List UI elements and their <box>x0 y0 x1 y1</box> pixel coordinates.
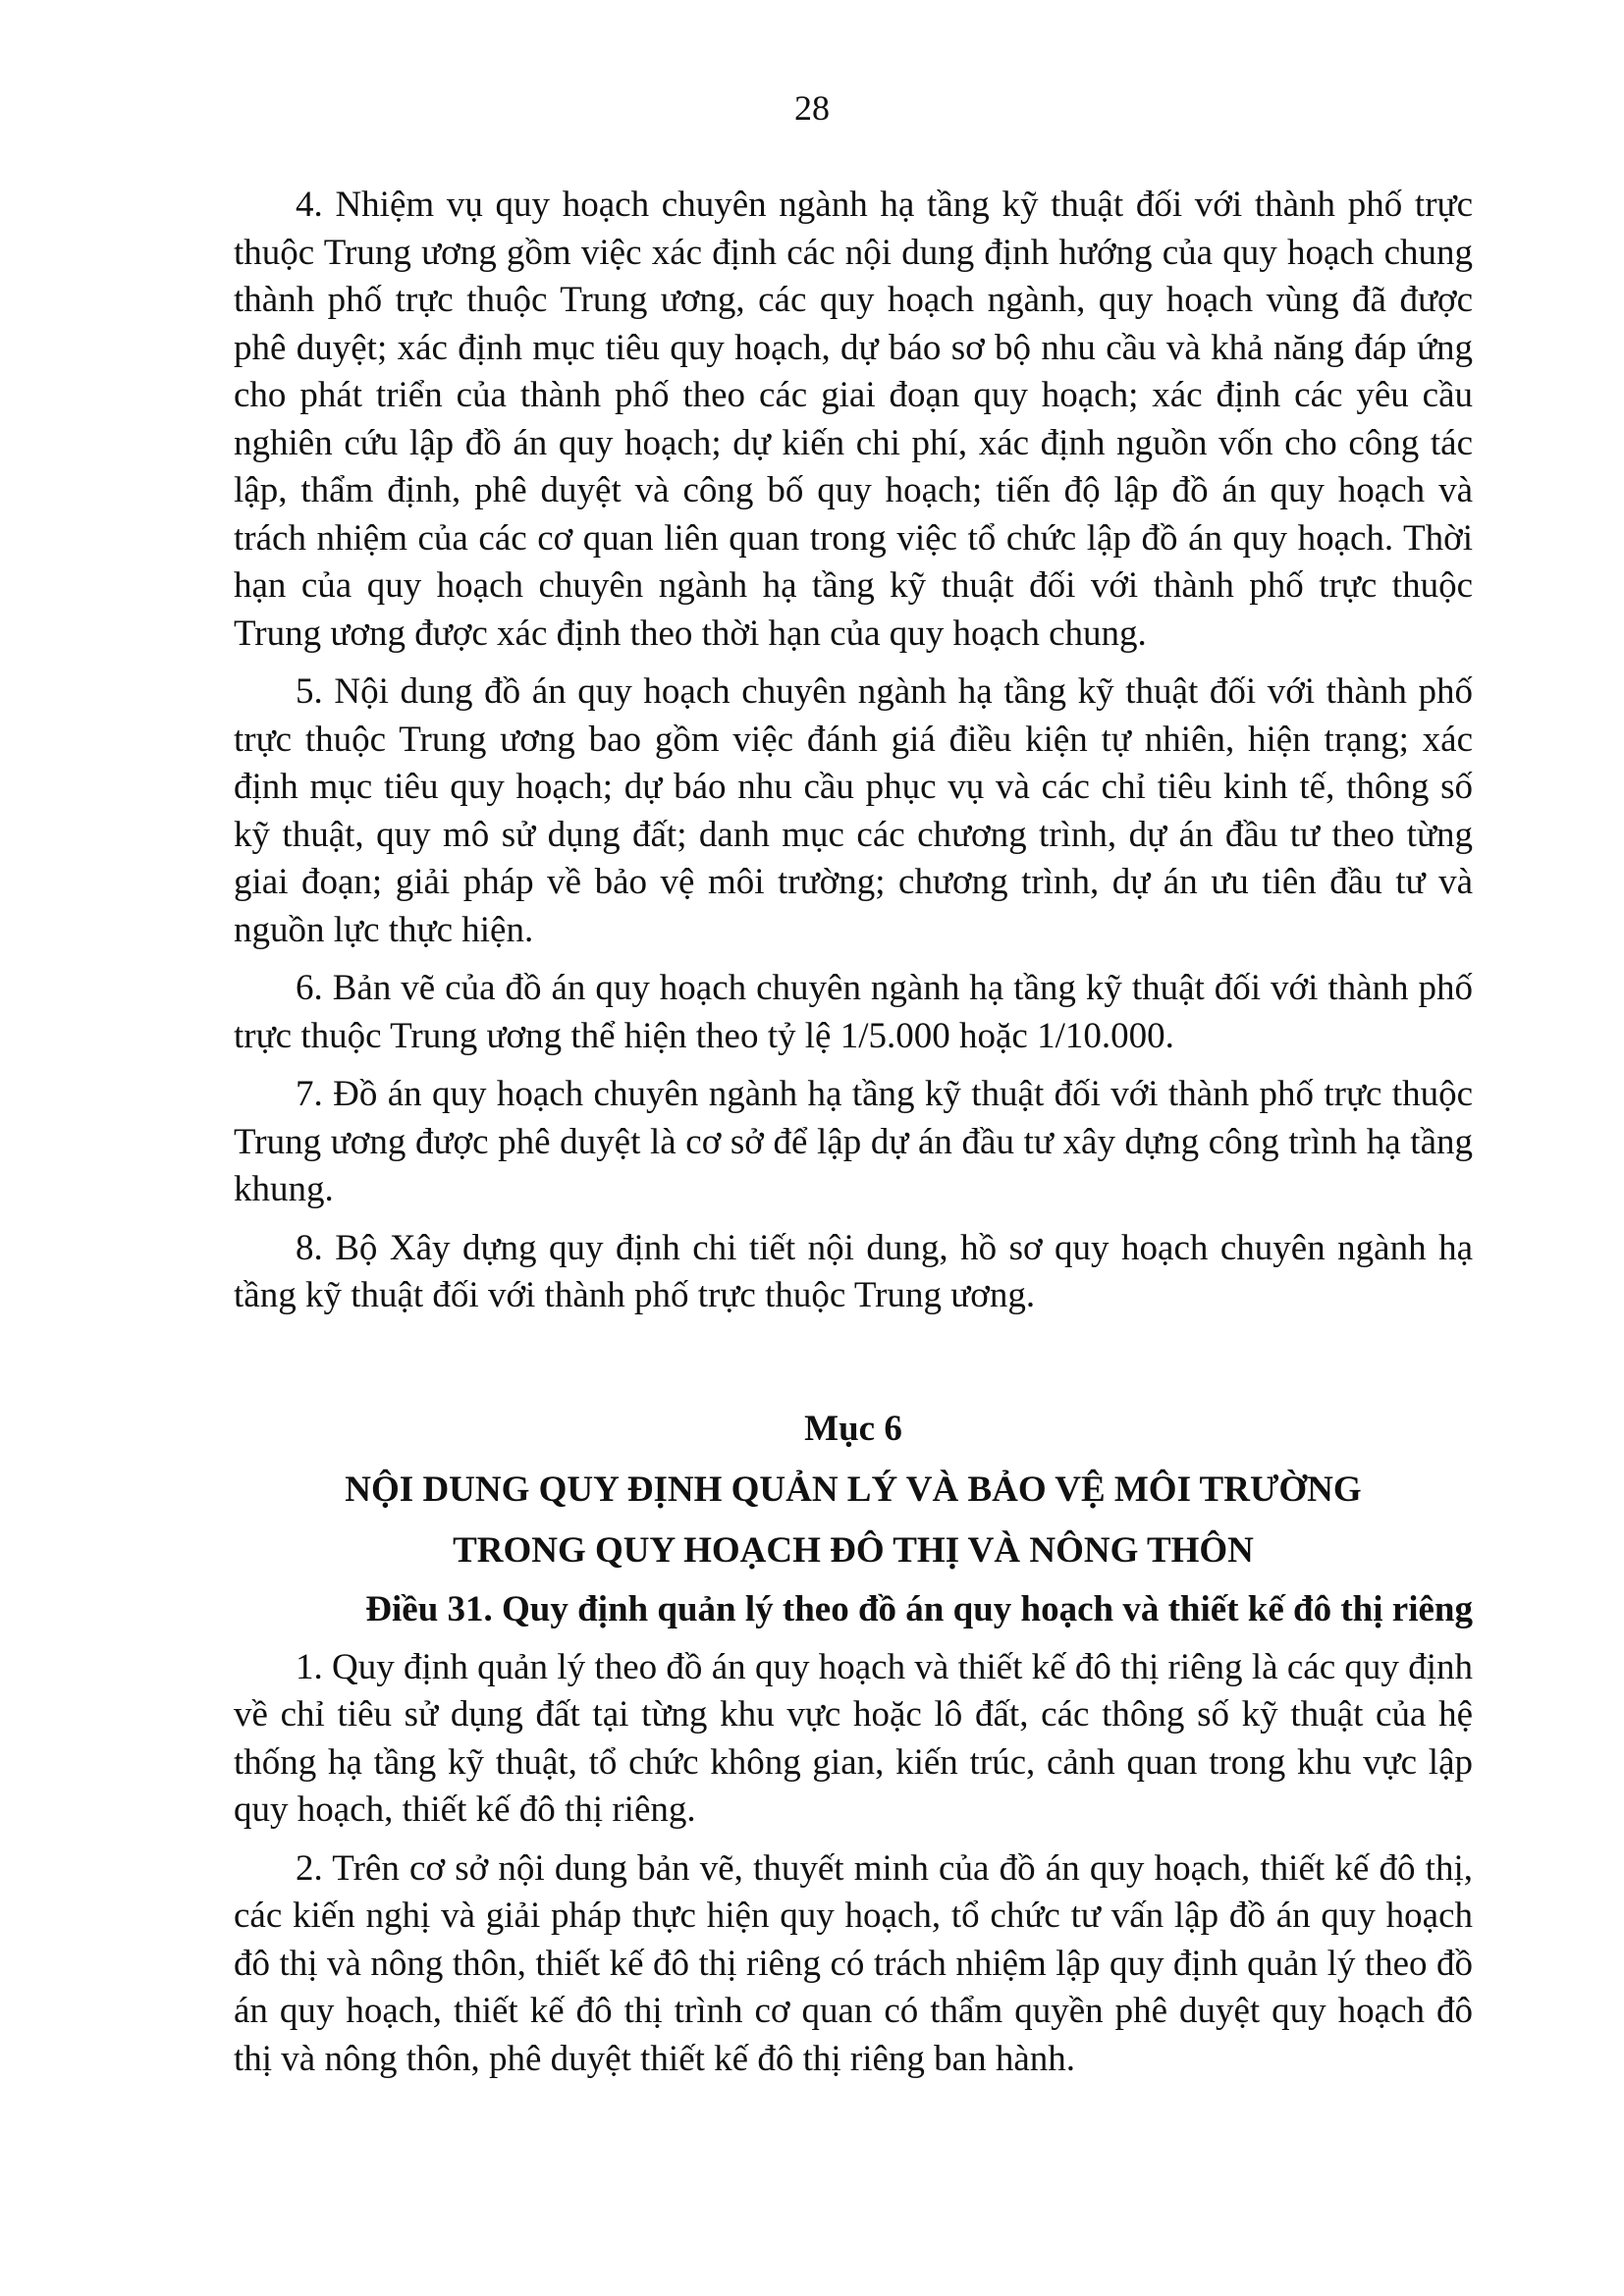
article-heading: Điều 31. Quy định quản lý theo đồ án quy hoạch và thiết kế đô thị riêng <box>365 1588 1473 1629</box>
document-body <box>234 182 1473 2094</box>
paragraph-item-5: 5. Nội dung đồ án quy hoạch chuyên ngành hạ tầng kỹ thuật đối với thành phố trực thuộc Trung ương bao gồm việc đánh giá điều kiện tự nhiên, hiện trạng; xác định mục tiêu quy hoạch; dự báo nhu cầu phục vụ và các chỉ tiêu kinh tế, thông số kỹ thuật, quy mô sử dụng đất; danh mục các chương trình, dự án đầu tư theo từng giai đoạn; giải pháp về bảo vệ môi trường; chương trình, dự án ưu tiên đầu tư và nguồn lực thực hiện. <box>234 671 1473 950</box>
article-paragraph-1: 1. Quy định quản lý theo đồ án quy hoạch và thiết kế đô thị riêng là các quy định về chỉ tiêu sử dụng đất tại từng khu vực hoặc lô đất, các thông số kỹ thuật của hệ thống hạ tầng kỹ thuật, tổ chức không gian, kiến trúc, cảnh quan trong khu vực lập quy hoạch, thiết kế đô thị riêng. <box>234 1646 1473 1830</box>
paragraph-item-7: 7. Đồ án quy hoạch chuyên ngành hạ tầng kỹ thuật đối với thành phố trực thuộc Trung ương được phê duyệt là cơ sở để lập dự án đầu tư xây dựng công trình hạ tầng khung. <box>234 1074 1473 1209</box>
paragraph-item-8: 8. Bộ Xây dựng quy định chi tiết nội dung, hồ sơ quy hoạch chuyên ngành hạ tầng kỹ thuật đối với thành phố trực thuộc Trung ương. <box>234 1227 1473 1315</box>
section-header <box>234 1399 1473 1581</box>
paragraph-item-4: 4. Nhiệm vụ quy hoạch chuyên ngành hạ tầng kỹ thuật đối với thành phố trực thuộc Trung ương gồm việc xác định các nội dung định hướng của quy hoạch chung thành phố trực thuộc Trung ương, các quy hoạch ngành, quy hoạch vùng đã được phê duyệt; xác định mục tiêu quy hoạch, dự báo sơ bộ nhu cầu và khả năng đáp ứng cho phát triển của thành phố theo các giai đoạn quy hoạch; xác định các yêu cầu nghiên cứu lập đồ án quy hoạch; dự kiến chi phí, xác định nguồn vốn cho công tác lập, thẩm định, phê duyệt và công bố quy hoạch; tiến độ lập đồ án quy hoạch và trách nhiệm của các cơ quan liên quan trong việc tổ chức lập đồ án quy hoạch. Thời hạn của quy hoạch chuyên ngành hạ tầng kỹ thuật đối với thành phố trực thuộc Trung ương được xác định theo thời hạn của quy hoạch chung. <box>234 185 1473 654</box>
paragraph-item-6: 6. Bản vẽ của đồ án quy hoạch chuyên ngành hạ tầng kỹ thuật đối với thành phố trực thuộc Trung ương thể hiện theo tỷ lệ 1/5.000 hoặc 1/10.000. <box>234 968 1473 1056</box>
section-label: Mục 6 <box>804 1408 902 1449</box>
section-heading-line-2: TRONG QUY HOẠCH ĐÔ THỊ VÀ NÔNG THÔN <box>453 1529 1254 1571</box>
page-number: 28 <box>794 88 830 128</box>
section-heading-line-1: NỘI DUNG QUY ĐỊNH QUẢN LÝ VÀ BẢO VỆ MÔI TRƯỜNG <box>345 1468 1362 1510</box>
article-paragraph-2: 2. Trên cơ sở nội dung bản vẽ, thuyết minh của đồ án quy hoạch, thiết kế đô thị, các kiến nghị và giải pháp thực hiện quy hoạch, tổ chức tư vấn lập đồ án quy hoạch đô thị và nông thôn, thiết kế đô thị riêng có trách nhiệm lập quy định quản lý theo đồ án quy hoạch, thiết kế đô thị trình cơ quan có thẩm quyền phê duyệt quy hoạch đô thị và nông thôn, phê duyệt thiết kế đô thị riêng ban hành. <box>234 1847 1473 2079</box>
